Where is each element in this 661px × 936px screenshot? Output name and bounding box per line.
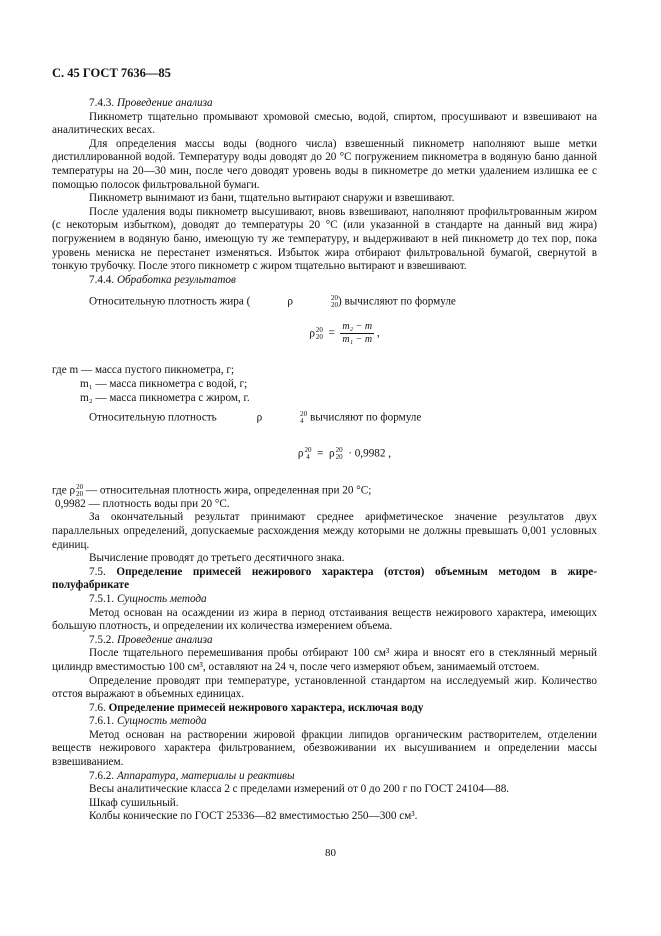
rho-symbol — [309, 327, 323, 341]
section-title: Проведение анализа — [116, 633, 213, 646]
text: Относительную плотность жира ( — [89, 295, 251, 308]
section-title: Определение примесей нежирового характера (отстоя) объемным методом в жире-полуфабрикате — [52, 565, 597, 592]
rho-symbol — [298, 447, 312, 461]
where-line: m₁ — масса пикнометра с водой, г; — [80, 378, 248, 391]
paragraph: За окончательный результат принимают среднее арифметическое значение результатов двух параллельных определений, допускаемые расхождения между которыми не должны превышать 0,001 условных единиц. — [52, 511, 597, 551]
subscript: 4 — [300, 417, 304, 426]
equipment-item: Шкаф сушильный. — [89, 796, 179, 809]
section-title: Сущность метода — [116, 715, 207, 728]
subscript: 20 — [76, 489, 84, 498]
section-7-6-heading — [52, 702, 597, 716]
superscript: 20 — [300, 410, 308, 419]
rho: ρ — [287, 295, 293, 308]
section-title: Определение примесей нежирового характера, исключая воду — [108, 701, 424, 714]
rho-symbol — [220, 411, 308, 425]
formula-intro-1 — [52, 295, 597, 309]
where-line: m₂ — масса пикнометра с жиром, г. — [80, 391, 250, 404]
subscript: 20 — [335, 453, 343, 462]
text: — относительная плотность жира, определенная при 20 °С; — [83, 484, 372, 497]
rho: ρ — [309, 327, 315, 340]
superscript: 20 — [76, 482, 84, 491]
superscript: 20 — [315, 325, 323, 334]
rho-symbol — [70, 484, 84, 498]
paragraph: После тщательного перемешивания пробы отбирают 100 см³ жира и вносят его в стеклянный мерный цилиндр вместимостью 100 см³, оставляют на 24 ч, после чего измеряют объем, занимаемый отстоем. — [52, 647, 597, 673]
section-number: 7.5.1. — [89, 592, 115, 605]
paragraph: Определение проводят при температуре, установленной стандартом на исследуемый жир. Количество отстоя выражают в объемных единицах. — [52, 674, 597, 701]
section-number: 7.6. — [89, 701, 106, 714]
section-7-6-1-heading — [52, 715, 597, 729]
fraction — [340, 321, 374, 346]
paragraph: Вычисление проводят до третьего десятичного знака. — [89, 552, 345, 565]
section-7-4-4-heading — [52, 274, 597, 288]
equipment-item: Колбы конические по ГОСТ 25336—82 вместимостью 250—300 см³. — [89, 810, 418, 823]
superscript: 20 — [335, 446, 343, 455]
paragraph: Метод основан на осаждении из жира в период отстаивания веществ нежирового характера, имеющих большую плотность, и определении их количества измерением объема. — [52, 606, 597, 633]
superscript: 20 — [330, 294, 338, 303]
superscript: 20 — [304, 446, 312, 455]
section-number: 7.6.1. — [89, 715, 115, 728]
rho-symbol — [250, 295, 338, 309]
rho: ρ — [329, 448, 335, 461]
rho: ρ — [256, 411, 263, 424]
section-title: Проведение анализа — [116, 97, 213, 109]
paragraph: После удаления воды пикнометр высушивают, вновь взвешивают, наполняют профильтрованным жиром (с некоторым избытком), доводят до температуры 20 °С (или указанной в стандарте на данный вид жира) погружением в водяную баню, имеющую ту же температуру, и выдерживают в ней пикнометр до тех пор, пока уровень мениска не перестанет изменяться. Избыток жира отбирают фильтровальной бумагой, свернутой в тонкую трубочку. После этого пикнометр с жиром тщательно вытирают и взвешивают. — [52, 205, 597, 273]
subscript: 20 — [330, 301, 338, 310]
section-number: 7.4.3. — [89, 97, 115, 109]
comma: , — [376, 327, 380, 340]
equipment-item: Весы аналитические класса 2 с пределами измерений от 0 до 200 г по ГОСТ 24104—88. — [89, 783, 510, 796]
formula-2 — [92, 447, 597, 461]
where-line: где m — масса пустого пикнометра, г; — [52, 364, 235, 377]
where-line: 0,9982 — плотность воды при 20 °С. — [55, 497, 230, 510]
subscript: 20 — [315, 332, 323, 341]
section-number: 7.5.2. — [89, 633, 115, 646]
text: где — [52, 484, 70, 497]
section-number: 7.4.4. — [89, 273, 115, 286]
section-7-5-heading — [52, 566, 597, 593]
rho-symbol — [329, 447, 343, 461]
paragraph: Пикнометр тщательно промывают хромовой смесью, водой, спиртом, просушивают и взвешивают на аналитических весах. — [52, 110, 597, 137]
page-number: 80 — [325, 847, 336, 859]
section-7-4-3-heading — [52, 97, 597, 111]
text: ) вычисляют по формуле — [337, 295, 456, 308]
text: вычисляют по формуле — [307, 411, 422, 424]
subscript: 4 — [306, 453, 310, 462]
paragraph: Для определения массы воды (водного числа) взвешенный пикнометр наполняют выше метки дистиллированной водой. Температуру воды доводят до 20 °С погружением пикнометра в водяную баню данной температуры на 20—30 мин, после чего доводят уровень воды в пикнометре до метки удалением излишка ее с помощью полосок фильтровальной бумаги. — [52, 137, 597, 191]
section-7-5-2-heading — [52, 634, 597, 648]
page-header: С. 45 ГОСТ 7636—85 — [52, 66, 171, 80]
section-7-5-1-heading — [52, 593, 597, 607]
section-number: 7.6.2. — [89, 769, 115, 782]
section-7-6-2-heading — [52, 770, 597, 784]
equals: = — [328, 327, 335, 340]
equals: = — [317, 448, 324, 461]
section-title: Обработка результатов — [116, 273, 236, 286]
formula-1 — [92, 321, 597, 346]
formula-tail: · 0,9982 , — [348, 448, 392, 461]
text: Относительную плотность — [89, 411, 220, 424]
section-title: Сущность метода — [116, 592, 207, 605]
rho: ρ — [297, 448, 304, 461]
rho: ρ — [69, 484, 76, 497]
denominator: m₁ − m — [342, 334, 373, 346]
numerator: m₂ − m — [342, 321, 373, 333]
formula-intro-2 — [52, 411, 597, 425]
section-number: 7.5. — [89, 565, 106, 578]
paragraph: Метод основан на растворении жировой фракции липидов органическим растворителем, отделении веществ нежирового характера фильтрованием, обезвоживании их высушиванием и определении массы взвешиванием. — [52, 728, 597, 769]
where-line — [52, 484, 597, 498]
paragraph: Пикнометр вынимают из бани, тщательно вытирают снаружи и взвешивают. — [89, 192, 455, 205]
section-title: Аппаратура, материалы и реактивы — [116, 769, 295, 782]
